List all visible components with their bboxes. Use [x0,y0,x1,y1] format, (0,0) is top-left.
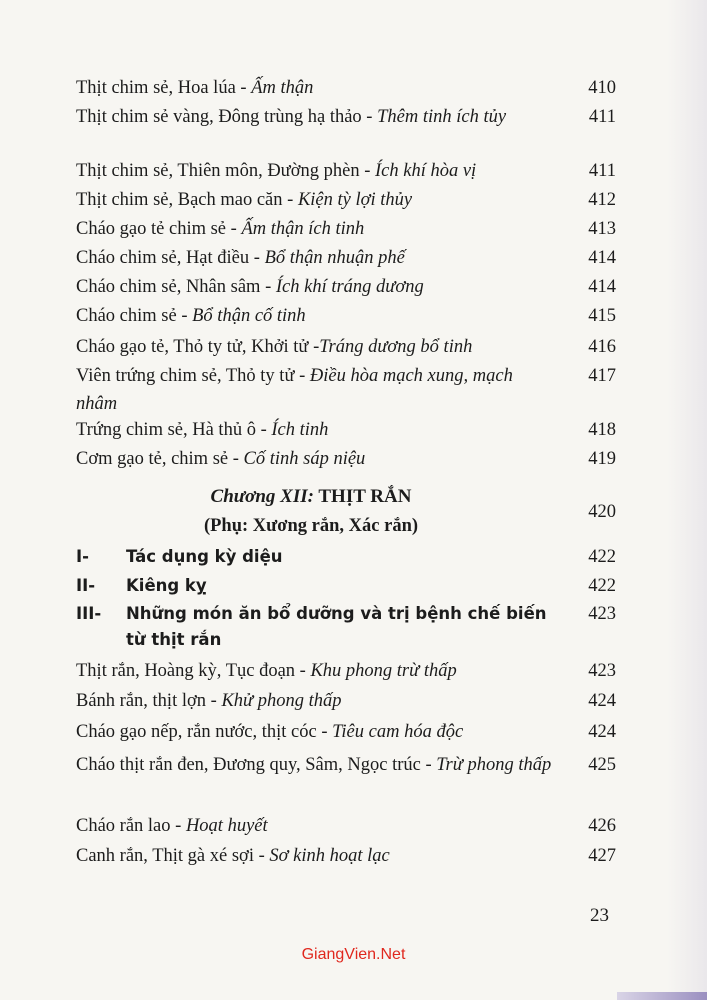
toc-entry[interactable]: Cháo rắn lao - Hoạt huyết 426 [76,812,616,840]
toc-entry[interactable]: Thịt chim sẻ, Bạch mao căn - Kiện tỳ lợi thủy 412 [76,186,616,214]
toc-entry[interactable]: Canh rắn, Thịt gà xé sợi - Sơ kinh hoạt lạc 427 [76,842,616,870]
toc-page-number: 423 [588,604,616,624]
page-edge-shadow [667,0,707,1000]
toc-entry[interactable]: Cháo gạo tẻ chim sẻ - Ấm thận ích tinh 413 [76,215,616,243]
chapter-label: Chương XII: [210,486,314,507]
toc-page-number: 419 [588,449,616,469]
toc-page-number: 410 [588,78,616,98]
toc-page-number: 424 [588,691,616,711]
toc-entry[interactable]: Cơm gạo tẻ, chim sẻ - Cố tinh sáp niệu 419 [76,445,616,473]
toc-page-number: 415 [588,306,616,326]
toc-page-number: 426 [588,816,616,836]
toc-section[interactable] [76,601,616,653]
section-number: II- [76,576,96,595]
toc-entry[interactable]: Viên trứng chim sẻ, Thỏ ty tử - Điều hòa mạch xung, mạch nhâm 417 [76,362,616,418]
toc-entry[interactable]: Thịt chim sẻ, Thiên môn, Đường phèn - Ích khí hòa vị 411 [76,157,616,185]
toc-entry[interactable]: Cháo thịt rắn đen, Đương quy, Sâm, Ngọc trúc - Trừ phong thấp 425 [76,751,616,779]
chapter-heading[interactable] [76,486,616,537]
toc-page-number: 418 [588,420,616,440]
toc-section[interactable] [76,544,616,570]
toc-entry[interactable]: Thịt chim sẻ vàng, Đông trùng hạ thảo - Thêm tinh ích tủy 411 [76,103,616,131]
toc-page-number: 423 [588,661,616,681]
toc-page-number: 427 [588,846,616,866]
toc-entry[interactable]: Bánh rắn, thịt lợn - Khử phong thấp 424 [76,687,616,715]
toc-entry[interactable]: Trứng chim sẻ, Hà thủ ô - Ích tinh 418 [76,416,616,444]
page-number: 23 [590,905,609,926]
toc-page-number: 422 [588,547,616,567]
toc-section[interactable] [76,573,616,599]
toc-entry[interactable]: Cháo chim sẻ - Bổ thận cố tinh 415 [76,302,616,330]
toc-page-number: 411 [588,161,616,181]
chapter-title: THỊT RẮN [318,486,412,507]
toc-entry[interactable]: Thịt chim sẻ, Hoa lúa - Ấm thận 410 [76,74,616,102]
watermark: GiangVien.Net [301,946,406,963]
section-number: I- [76,547,89,566]
toc-entry[interactable]: Cháo chim sẻ, Hạt điều - Bổ thận nhuận phế 414 [76,244,616,272]
toc-page-number: 413 [588,219,616,239]
toc-page-number: 412 [588,190,616,210]
toc-page-number: 414 [588,248,616,268]
toc-page-number: 417 [588,366,616,386]
toc-entry[interactable]: Cháo gạo tẻ, Thỏ ty tử, Khởi tử -Tráng dương bổ tinh 416 [76,333,616,361]
toc-entry[interactable]: Cháo chim sẻ, Nhân sâm - Ích khí tráng dương 414 [76,273,616,301]
section-number: III- [76,604,102,623]
toc-page-number: 425 [588,755,616,775]
toc-page-number: 411 [588,107,616,127]
scan-edge-strip [617,992,707,1000]
section-title: Kiêng kỵ [126,576,207,595]
chapter-subtitle: (Phụ: Xương rắn, Xác rắn) [203,516,419,536]
toc-page-number: 424 [588,722,616,742]
toc-entry[interactable]: Cháo gạo nếp, rắn nước, thịt cóc - Tiêu cam hóa độc 424 [76,718,616,746]
toc-entry[interactable]: Thịt rắn, Hoàng kỳ, Tục đoạn - Khu phong trừ thấp 423 [76,657,616,685]
section-title: Những món ăn bổ dưỡng và trị bệnh chế biến từ thịt rắn [126,604,547,649]
section-title: Tác dụng kỳ diệu [126,547,283,566]
toc-page-number: 422 [588,576,616,596]
toc-page-number: 416 [588,337,616,357]
toc-page-number: 414 [588,277,616,297]
toc-page-number: 420 [588,502,616,522]
